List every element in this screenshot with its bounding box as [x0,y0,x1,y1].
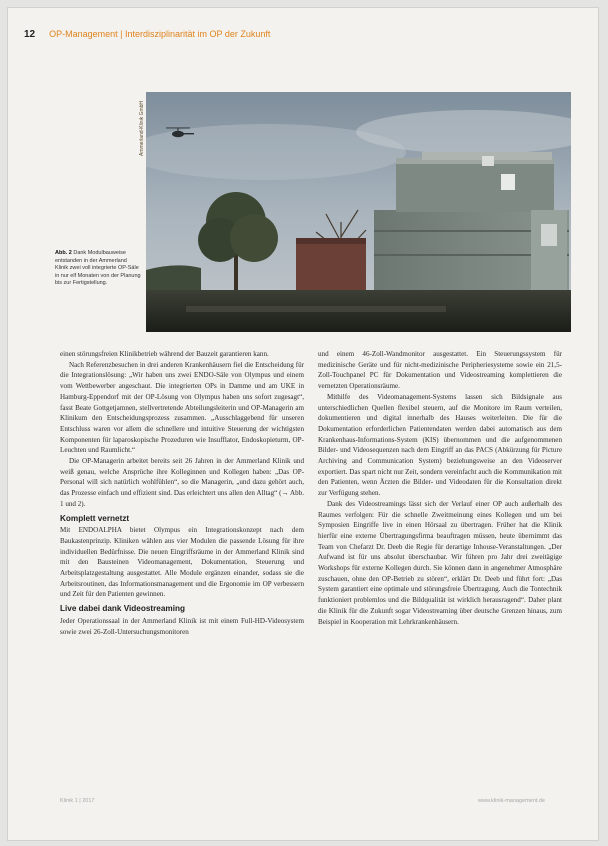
hospital-building-photo [146,92,571,332]
running-header [24,26,584,42]
caption-label: Abb. 2 [55,250,72,256]
paragraph: Mit ENDOALPHA bietet Olympus ein Integrationskonzept nach dem Baukastenprinzip. Kliniken wählen aus vier Modulen die passende Lösung für ihre individuellen Bedürfnisse. Die neuen Eingriffsräume in der Ammerland Klinik sind mit den Bausteinen Videomanagement, Dokumentation, Steuerung und Arbeitsplatzgestaltung ausgestattet. Alle Module ergänzen einander, sodass sie die Arbeitsroutinen, das Informationsmanagement und die Ergonomie im OP verbessern und Zeit für den Patienten gewinnen. [60,526,304,599]
paragraph: Mithilfe des Videomanagement-Systems lassen sich Bildsignale aus unterschiedlichen Quellen flexibel steuern, auf die Monitore im Raum verteilen, dokumentieren und digital innerhalb des Hauses weiterleiten. Die für die Dokumentation erforderlichen Patientendaten werden dabei automatisch aus dem Krankenhaus-Informations-System (KIS) übernommen und die aufgenommenen Bilder- und Videosequenzen nach dem Eingriff an das PACS (Abkürzung für Picture Archiving and Communication System) beziehungsweise an den Videoserver exportiert. Das spart nicht nur Zeit, sondern vereinfacht auch die Kommunikation mit den Patienten, wenn Ärzten die Bilder- und Videodaten für die Konsultation direkt zur Verfügung stehen. [318,392,562,498]
running-title: OP-Management | Interdisziplinarität im OP der Zukunft [49,29,271,39]
page-number: 12 [24,29,36,40]
modular-building [374,152,569,292]
paragraph: Dank des Videostreamings lässt sich der Verlauf einer OP auch außerhalb des Raumes verfolgen: Für die schnelle Zweitmeinung eines Kollegen und um bei Symposien Eingriffe live in einen Hörsaal zu übertragen. Früher hat die Klinik hierfür eine externe Übertragungsfirma beauftragen müssen, heute übernimmt das Team von Chefarzt Dr. Deeb die Regie für derartige Inhouse-Veranstaltungen. „Der Aufwand ist für uns absolut überschaubar. Wir führen pro Jahr drei zweitägige Workshops für externe Kollegen durch. Sie können dann in angenehmer Atmosphäre zuschauen, ohne den OP-Betrieb zu stören“, erklärt Dr. Deeb und führt fort: „Das System garantiert eine optimale und störungsfreie Übertragung. Auch die Tontechnik funktioniert problemlos und die Bildqualität ist wirklich herausragend“. Daher plant die Klinik für die Zukunft sogar Videostreaming über deutsche Grenzen hinaus, zum Beispiel in Kooperation mit Lehrkrankenhäusern. [318,499,562,626]
paragraph: Die OP-Managerin arbeitet bereits seit 26 Jahren in der Ammerland Klinik und weiß genau, welche Ansprüche ihre Kolleginnen und Kollegen haben: „Das OP-Personal will sich natürlich wohlfühlen“, so die Managerin, „und dazu gehört auch, das Prozesse einfach und effizient sind. Das erleichtert uns allen den Alltag“ (→ Abb. 1 und 2). [60,457,304,508]
paragraph: Nach Referenzbesuchen in drei anderen Krankenhäusern fiel die Entscheidung für die Integrationslösung: „Wir haben uns zwei ENDO-Säle von Olympus und einem vom Wettbewerber angeschaut. Die integrierten OPs in Damme und am UKE in Hamburg-Eppendorf mit der OP-Lösung von Olympus haben uns sofort zugesagt“, fasst Beate Gottgetjamnen, stellvertretende Abteilungsleiterin und OP-Managerin am Klinikum den Entscheidungsprozess zusammen. „Ausschlaggebend für unseren Entschluss waren vor allem die schnellere und intuitive Steuerung der wichtigsten Komponenten für laparoskopische Prozeduren wie Insufflator, Endoskopieturm, OP-Leuchten und Raumlicht.“ [60,360,304,455]
section-heading-videostreaming: Live dabei dank Videostreaming [60,604,185,614]
paragraph: einen störungsfreien Klinikbetrieb während der Bauzeit garantieren kann. [60,350,269,358]
caption-text: Dank Modulbauweise entstanden in der Ammerland Klinik zwei voll integrierte OP-Säle in nur elf Monaten von der Planung bis zur Fertigstellung. [55,250,141,287]
section-heading-komplett-vernetzt: Komplett vernetzt [60,513,130,523]
photo-credit: Ammerland-Klinik GmbH [139,100,145,156]
figure-caption [55,250,141,288]
figure-photo [146,92,571,332]
text-column-left [60,349,304,759]
footer-website: www.klinik-management.de [478,798,545,804]
footer-issue: Klinik 1 | 2017 [60,798,95,804]
paragraph: und einem 46-Zoll-Wandmonitor ausgestattet. Ein Steuerungssystem für medizinische Geräte und für nicht-medizinische Peripheriesysteme sowie ein 21,5-Zoll-Touchpanel PC für Dokumentation und Videostreaming komplettieren die vernetzten Operationsräume. [318,350,562,391]
text-column-right [318,349,562,759]
magazine-page [8,8,598,840]
paragraph: Jeder Operationssaal in der Ammerland Klinik ist mit einem Full-HD-Videosystem sowie zwei 26-Zoll-Untersuchungsmonitoren [60,616,304,636]
